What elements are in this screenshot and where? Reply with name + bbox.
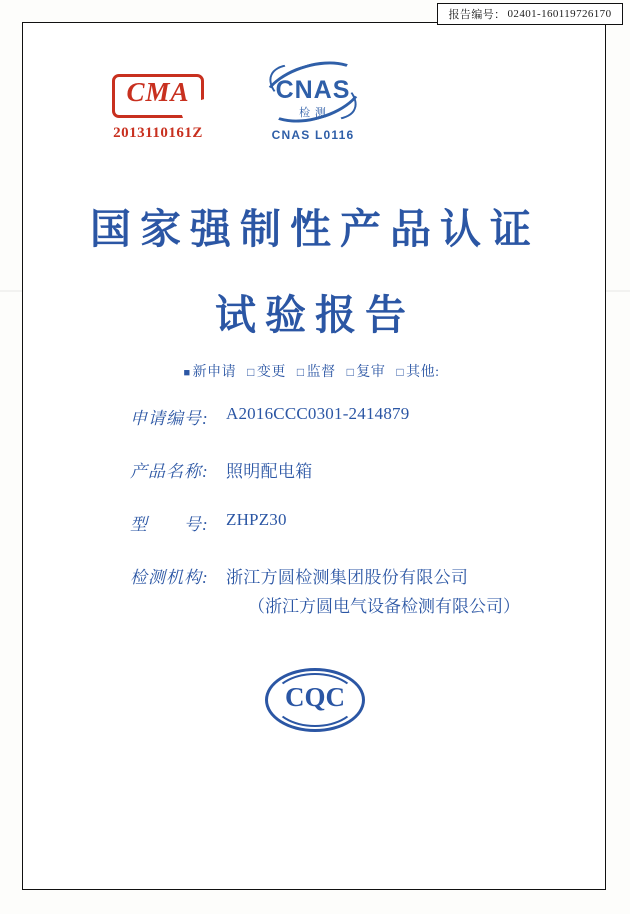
field-model bbox=[130, 510, 560, 535]
cma-logo bbox=[88, 74, 228, 142]
field-application-number bbox=[130, 404, 560, 429]
cnas-logo-text: CNAS bbox=[275, 76, 351, 104]
field-value-testing-organization: 浙江方圆检测集团股份有限公司 bbox=[226, 568, 469, 587]
page-title-line-1: 国家强制性产品认证 bbox=[90, 206, 540, 252]
report-number-value: 02401-160119726170 bbox=[507, 8, 612, 20]
checkbox-change[interactable]: □ 变更 bbox=[247, 365, 286, 380]
checkbox-new-application[interactable]: ■ 新申请 bbox=[183, 365, 236, 380]
cnas-accreditation-code: CNAS L0116 bbox=[271, 128, 355, 142]
application-type-row bbox=[0, 361, 630, 381]
field-value-model: ZHPZ30 bbox=[226, 510, 287, 529]
cnas-logo-subtext: 检 测 bbox=[299, 107, 327, 119]
field-value-application-number: A2016CCC0301-2414879 bbox=[226, 404, 410, 423]
report-number-box bbox=[437, 3, 623, 25]
cma-mark-icon bbox=[112, 74, 204, 118]
checkbox-other[interactable]: □ 其他: bbox=[396, 365, 439, 380]
field-product-name bbox=[130, 457, 560, 482]
cqc-logo-text: CQC bbox=[285, 682, 345, 712]
page-title-line-2: 试验报告 bbox=[215, 292, 415, 338]
cma-logo-text: CMA bbox=[126, 77, 190, 107]
field-label-testing-organization: 检测机构: bbox=[130, 568, 209, 587]
field-value-product-name: 照明配电箱 bbox=[226, 462, 313, 481]
cma-code: 2013110161Z bbox=[113, 125, 203, 141]
cnas-mark-icon bbox=[257, 62, 369, 124]
checkbox-review[interactable]: □ 复审 bbox=[347, 365, 386, 380]
checkbox-supervision[interactable]: □ 监督 bbox=[297, 365, 336, 380]
field-label-application-number: 申请编号: bbox=[130, 409, 209, 428]
certification-logos bbox=[0, 62, 630, 162]
report-number-label: 报告编号： bbox=[448, 9, 506, 21]
field-testing-organization bbox=[130, 563, 560, 588]
field-label-product-name: 产品名称: bbox=[130, 462, 209, 481]
cqc-seal-logo bbox=[265, 668, 365, 732]
cnas-logo bbox=[228, 62, 398, 142]
report-field-list bbox=[130, 404, 560, 641]
field-label-model: 型 号: bbox=[130, 515, 209, 534]
field-value-testing-organization-alt: （浙江方圆电气设备检测有限公司） bbox=[248, 597, 520, 616]
